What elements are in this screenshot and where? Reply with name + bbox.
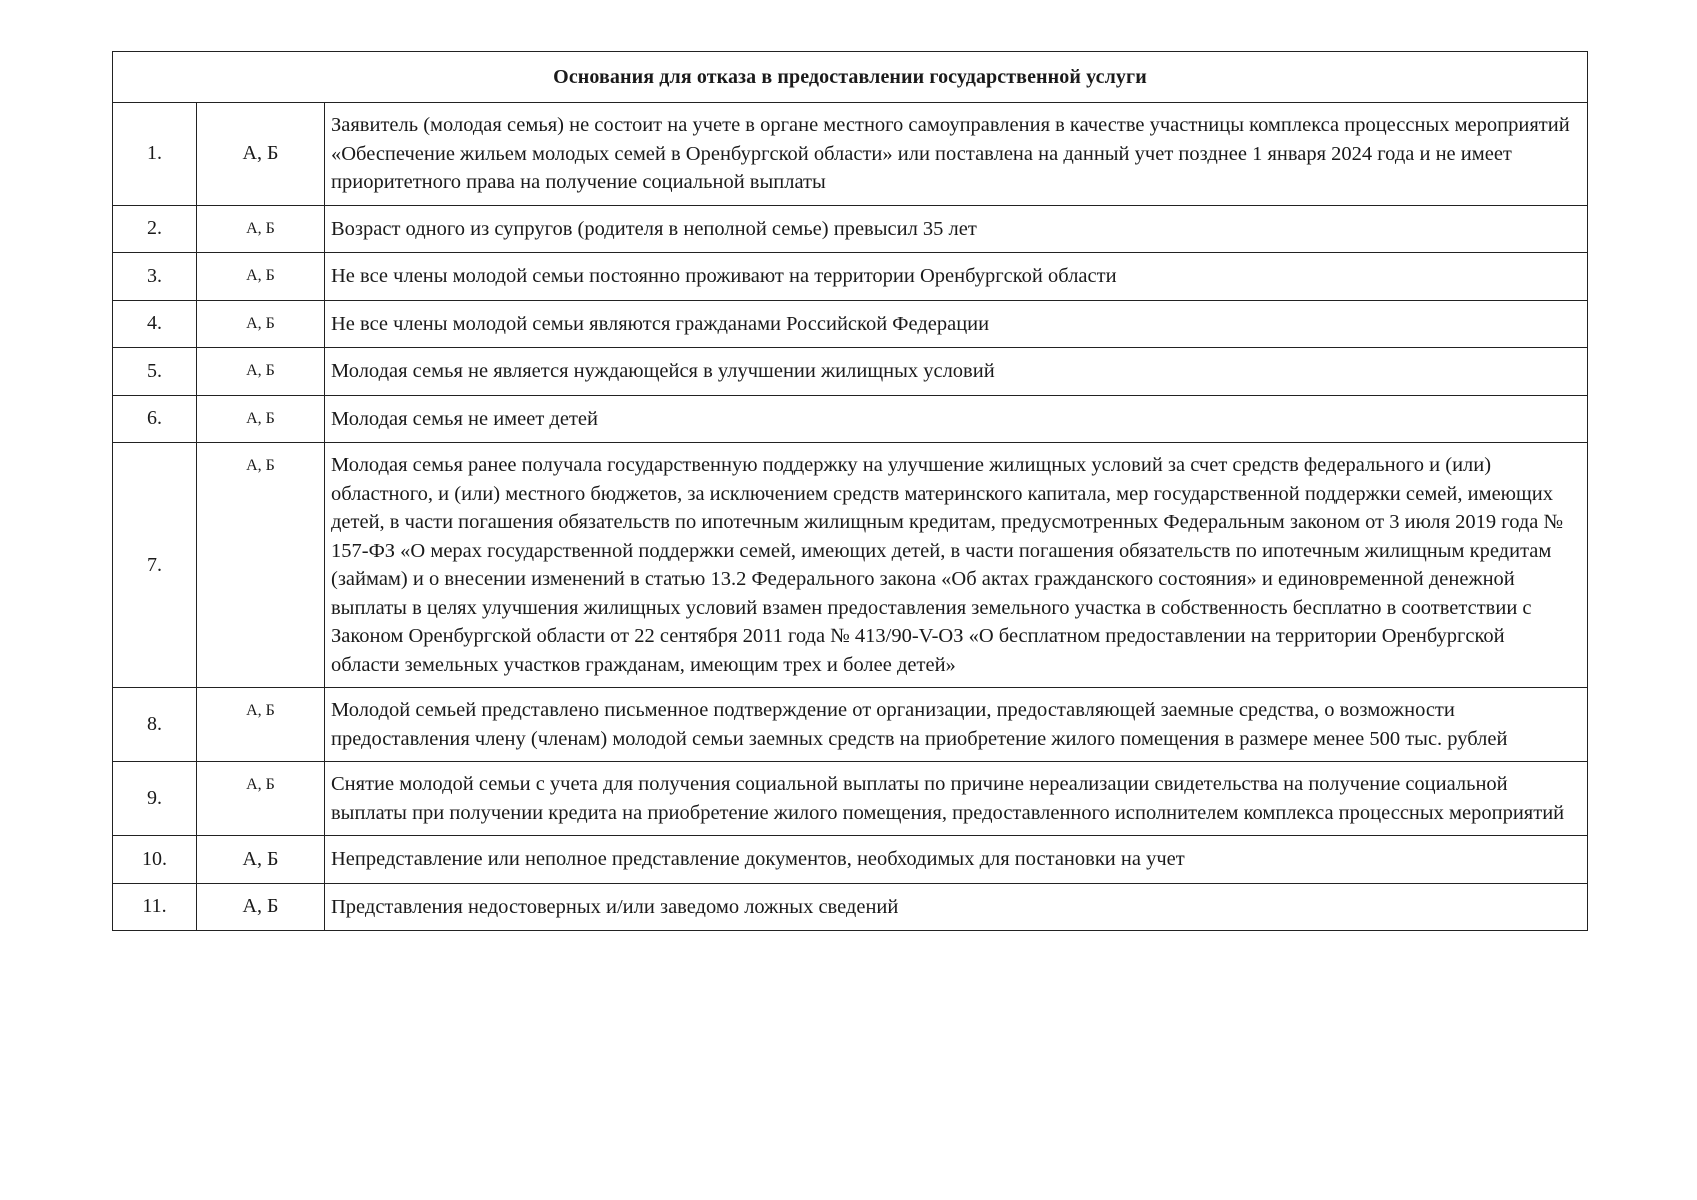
table-row — [113, 300, 1588, 348]
row-number: 4. — [113, 300, 197, 348]
row-text: Не все члены молодой семьи постоянно проживают на территории Оренбургской области — [325, 253, 1588, 301]
row-text: Снятие молодой семьи с учета для получения социальной выплаты по причине нереализации свидетельства на получение социальной выплаты при получении кредита на приобретение жилого помещения, предоставленного исполнителем комплекса процессных мероприятий — [325, 762, 1588, 836]
row-category: А, Б — [197, 836, 325, 884]
table-row — [113, 395, 1588, 443]
row-text: Заявитель (молодая семья) не состоит на учете в органе местного самоуправления в качестве участницы комплекса процессных мероприятий «Обеспечение жильем молодых семей в Оренбургской области» или поставлена на данный учет позднее 1 января 2024 года и не имеет приоритетного права на получение социальной выплаты — [325, 103, 1588, 206]
row-category: А, Б — [197, 883, 325, 931]
row-number: 9. — [113, 762, 197, 836]
row-number: 8. — [113, 688, 197, 762]
table-row — [113, 443, 1588, 688]
row-number: 11. — [113, 883, 197, 931]
row-category: А, Б — [197, 103, 325, 206]
row-text: Непредставление или неполное представление документов, необходимых для постановки на учет — [325, 836, 1588, 884]
row-number: 7. — [113, 443, 197, 688]
row-category: А, Б — [197, 348, 325, 396]
row-number: 1. — [113, 103, 197, 206]
row-text: Представления недостоверных и/или заведомо ложных сведений — [325, 883, 1588, 931]
table-row — [113, 688, 1588, 762]
row-text: Молодая семья ранее получала государственную поддержку на улучшение жилищных условий за счет средств федерального и (или) областного, и (или) местного бюджетов, за исключением средств материнского капитала, мер государственной поддержки семей, имеющих детей, в части погашения обязательств по ипотечным жилищным кредитам, предусмотренных Федеральным законом от 3 июля 2019 года № 157-ФЗ «О мерах государственной поддержки семей, имеющих детей, в части погашения обязательств по ипотечным жилищным кредитам (займам) и о внесении изменений в статью 13.2 Федерального закона «Об актах гражданского состояния» и единовременной денежной выплаты в целях улучшения жилищных условий взамен предоставления земельного участка в собственность бесплатно в соответствии с Законом Оренбургской области от 22 сентября 2011 года № 413/90-V-ОЗ «О бесплатном предоставлении на территории Оренбургской области земельных участков гражданам, имеющим трех и более детей» — [325, 443, 1588, 688]
table-row — [113, 883, 1588, 931]
row-category: А, Б — [197, 395, 325, 443]
row-category: А, Б — [197, 253, 325, 301]
row-number: 5. — [113, 348, 197, 396]
row-category: А, Б — [197, 300, 325, 348]
refusal-grounds-table — [112, 51, 1588, 931]
table-header: Основания для отказа в предоставлении государственной услуги — [113, 52, 1588, 103]
table-row — [113, 253, 1588, 301]
row-text: Возраст одного из супругов (родителя в неполной семье) превысил 35 лет — [325, 205, 1588, 253]
row-category: А, Б — [197, 443, 325, 688]
row-category: А, Б — [197, 205, 325, 253]
table-row — [113, 205, 1588, 253]
row-text: Молодая семья не является нуждающейся в улучшении жилищных условий — [325, 348, 1588, 396]
row-number: 3. — [113, 253, 197, 301]
row-category: А, Б — [197, 688, 325, 762]
table-row — [113, 762, 1588, 836]
row-number: 2. — [113, 205, 197, 253]
row-number: 6. — [113, 395, 197, 443]
table-header-row — [113, 52, 1588, 103]
row-text: Не все члены молодой семьи являются гражданами Российской Федерации — [325, 300, 1588, 348]
table-row — [113, 836, 1588, 884]
row-text: Молодой семьей представлено письменное подтверждение от организации, предоставляющей заемные средства, о возможности предоставления члену (членам) молодой семьи заемных средств на приобретение жилого помещения в размере менее 500 тыс. рублей — [325, 688, 1588, 762]
table-row — [113, 103, 1588, 206]
row-text: Молодая семья не имеет детей — [325, 395, 1588, 443]
row-number: 10. — [113, 836, 197, 884]
table-row — [113, 348, 1588, 396]
row-category: А, Б — [197, 762, 325, 836]
